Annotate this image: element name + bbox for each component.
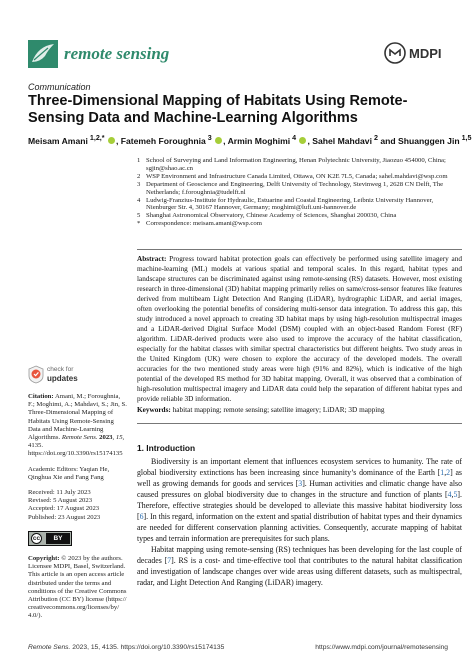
footer-journal-url[interactable]: https://www.mdpi.com/journal/remotesensing <box>315 644 448 651</box>
affiliation-number: 4 <box>137 196 141 204</box>
academic-editors: Academic Editors: Yaqian He, Qinghua Xie and Fang Fang <box>28 465 110 481</box>
editors-block <box>28 466 128 482</box>
check-updates-line2: updates <box>47 374 78 383</box>
section-heading: 1. Introduction <box>137 443 196 453</box>
citation-link[interactable]: 2 <box>446 468 451 477</box>
cc-by-label-icon: BY <box>46 533 70 544</box>
affiliation-item <box>137 157 462 173</box>
affiliation-item <box>137 220 462 228</box>
citation-journal: Remote Sens. <box>61 434 98 442</box>
date-published: Published: 23 August 2023 <box>28 513 101 521</box>
article-type: Communication <box>28 82 91 92</box>
journal-name: remote sensing <box>64 44 170 63</box>
citation-link[interactable]: 6 <box>139 512 144 521</box>
author-name: Meisam Amani <box>28 135 88 146</box>
text-run: , <box>451 490 454 499</box>
citation-link[interactable]: 3 <box>298 479 303 488</box>
cc-circle-icon: cc <box>32 534 41 542</box>
dates-block <box>28 489 128 522</box>
journal-logo-icon <box>28 40 58 68</box>
mdpi-logo-text: MDPI <box>409 46 442 61</box>
date-revised: Revised: 5 August 2023 <box>28 497 93 505</box>
affiliation-number: 1 <box>137 157 141 164</box>
affiliation-text: Shanghai Astronomical Observatory, Chinese Academy of Sciences, Shanghai 200030, China <box>146 212 397 220</box>
citation-year: 2023 <box>99 434 113 442</box>
affiliation-text: School of Surveying and Land Information Engineering, Henan Polytechnic University, Jiaozuo 454000, China; sgjin@shao.ac.cn <box>146 157 446 172</box>
copyright-label: Copyright: <box>28 555 60 563</box>
paragraph <box>137 544 462 588</box>
footer-doi[interactable]: 2023, 15, 4135. https://doi.org/10.3390/rs15174135 <box>70 644 225 651</box>
introduction-body <box>137 456 462 588</box>
citation-label: Citation: <box>28 393 54 400</box>
citation-text: Amani, M.; Foroughnia, F.; Moghimi, A.; Mahdavi, S.; Jin, S. Three-Dimensional Mapping of Habitats Using Remote-Sensing Data and Machine-Learning Algorithms. <box>28 393 127 442</box>
article-title: Three-Dimensional Mapping of Habitats Using Remote-Sensing Data and Machine-Learning Algorithms <box>28 93 408 126</box>
text-run: , <box>444 468 447 477</box>
affiliation-item <box>137 173 462 181</box>
paragraph <box>137 456 462 544</box>
keywords <box>137 406 462 414</box>
abstract-text: Progress toward habitat protection goals can effectively be performed using satellite imagery and machine-learning (ML) models at various spatial and temporal scales. In this regard, habitat types and landscape structures can be discriminated against using remote-sensing (RS) datasets. However, most existing research in three-dimensional (3D) habitat mapping primarily relies on same/cross-sensor features like features derived from multibeam Light Detection And Ranging (LiDAR), hydrographic LiDAR, and aerial images, often overlooking the potential benefits of considering multi-sensor data integration. To address this gap, this study introduced a novel approach to creating 3D habitat maps by using high-resolution multispectral images and a LiDAR-derived Digital Surface Model (DSM) coupled with an object-based Random Forest (RF) algorithm. LiDAR-derived products were also used to improve the accuracy of the habitat classification, especially for the habitat classes with similar spectral characteristics but different heights. Two study areas in the United Kingdom (UK) were chosen to explore the accuracy of the developed models. The overall accuracies for the two mentioned study areas were high (91% and 82%), which is indicative of the high potential of the developed RS method for 3D habitat mapping. Overall, it was observed that a combination of high-resolution multispectral imagery and LiDAR data could help the separation of different habitat types and provide reliable 3D information. <box>137 255 463 403</box>
left-sidebar <box>28 393 128 628</box>
affiliation-item <box>137 212 462 220</box>
copyright-block <box>28 555 128 621</box>
affiliation-number: 5 <box>137 212 141 220</box>
affiliation-list <box>137 157 462 228</box>
citation-doi[interactable]: , 4135. https://doi.org/10.3390/rs15174135 <box>28 434 125 458</box>
text-run: Habitat mapping using remote-sensing (RS) techniques has been developing for the last couple of decades [ <box>137 545 462 565</box>
orcid-icon[interactable] <box>108 137 115 144</box>
affiliation-number: * <box>137 220 141 228</box>
author-name: Shuanggen Jin <box>398 135 460 146</box>
affiliation-number: 3 <box>137 180 141 188</box>
citation-block: Citation: Amani, M.; Foroughnia, F.; Moghimi, A.; Mahdavi, S.; Jin, S. Three-Dimensional Mapping of Habitats Using Remote-Sensing Data and Machine-Learning Algorithms. Remote Sens. 2023, 15, 4135. https://doi.org/10.3390/rs15174135 <box>28 393 127 458</box>
author-affil-sup: 2 <box>371 134 378 142</box>
copyright-text: © 2023 by the authors. Licensee MDPI, Basel, Switzerland. This article is an open access article distributed under the terms and conditions of the Creative Commons Attribution (CC BY) license (https:// creativecommons.org/licenses/by/ 4.0/). <box>28 555 127 620</box>
footer-citation <box>28 644 224 651</box>
affiliation-item <box>137 197 462 213</box>
check-updates-icon <box>28 365 44 384</box>
author-affil-sup: 1,2,* <box>87 134 105 142</box>
cc-by-license-icon[interactable] <box>28 531 72 546</box>
citation-link[interactable]: 4 <box>447 490 452 499</box>
author-affil-sup: 4 <box>290 134 297 142</box>
date-received: Received: 11 July 2023 <box>28 489 91 497</box>
citation-link[interactable]: 1 <box>440 468 445 477</box>
footer-journal: Remote Sens. <box>28 644 71 651</box>
orcid-icon[interactable] <box>299 137 306 144</box>
affiliation-text: Ludwig-Franzius-Institute for Hydraulic, Estuarine and Coastal Engineering, Leibniz University Hannover, Nienburger Str. 4, 30167 Hannover, Germany; moghimi@lufi.uni-hannover.de <box>146 196 434 212</box>
author-affil-sup: 1,5 <box>459 134 472 142</box>
text-run: ]. In this regard, information on the extent and spatial distribution of habitat types and their dynamics are needed for different conservation planning activities. Consequently, accurate mapping of habitat types and terrain information are prerequisites for such plans. <box>137 512 462 543</box>
author-name: Sahel Mahdavi <box>312 135 372 146</box>
citation-link[interactable]: 7 <box>167 556 172 565</box>
affiliation-text: WSP Environment and Infrastructure Canada Limited, Ottawa, ON K2E 7L5, Canada; sahel.mahdavi@wsp.com <box>146 172 448 180</box>
keywords-label: Keywords: <box>137 406 171 414</box>
author-name: Armin Moghimi <box>227 135 291 146</box>
text-run: ]. RS is a cost- and time-effective tool that contributes to the natural habitat classification and investigation of landscape changes over wide areas using different datasets, such as multispectral, radar, and Light Detection And Ranging (LiDAR) imagery. <box>137 556 462 587</box>
mdpi-logo-icon <box>384 42 448 64</box>
affiliation-text: Department of Geoscience and Engineering, Delft University of Technology, Stevinweg 1, 2628 CN Delft, The Netherlands; f.foroughnia@tudelft.nl <box>146 180 444 196</box>
text-run: ]. Human activities and climatic change have also caused pressures on global biodiversity due to changes in the structure and function of plants [ <box>137 479 462 499</box>
author-name: Fatemeh Foroughnia <box>120 135 206 146</box>
text-run: ] as well as growing demands for goods and services [ <box>137 468 462 488</box>
author-affil-sup: 3 <box>205 134 212 142</box>
affiliation-number: 2 <box>137 172 141 180</box>
date-accepted: Accepted: 17 August 2023 <box>28 505 100 513</box>
affiliation-text: Correspondence: meisam.amani@wsp.com <box>146 220 262 228</box>
citation-volume: 15 <box>115 434 123 442</box>
abstract-label: Abstract: <box>137 255 167 263</box>
abstract <box>137 254 462 404</box>
citation-link[interactable]: 5 <box>453 490 458 499</box>
text-run: Biodiversity is an important element that influences ecosystem services to humanity. The rate of global biodiversity extinctions has been increasing since humanity’s dominance of the Earth [ <box>137 457 462 477</box>
affiliation-item <box>137 181 462 197</box>
check-updates-line1: check for <box>47 366 74 373</box>
orcid-icon[interactable] <box>215 137 222 144</box>
text-run: ]. Therefore, effective strategies should be developed to alleviate this massive habitat biodiversity loss [ <box>137 490 462 521</box>
author-list: Meisam Amani $^{1,2,*}$ , Fatemeh Foroughnia $^3$ , Armin Moghimi $^4$ , Sahel Mahdavi $^2$ and Shuanggen Jin $^{1,5}$ <box>28 134 472 146</box>
keywords-text: habitat mapping; remote sensing; satellite imagery; LiDAR; 3D mapping <box>172 406 385 414</box>
journal-header <box>28 38 448 72</box>
check-for-updates-badge[interactable] <box>28 365 88 385</box>
abstract-top-rule <box>137 249 462 250</box>
abstract-bottom-rule <box>137 423 462 424</box>
